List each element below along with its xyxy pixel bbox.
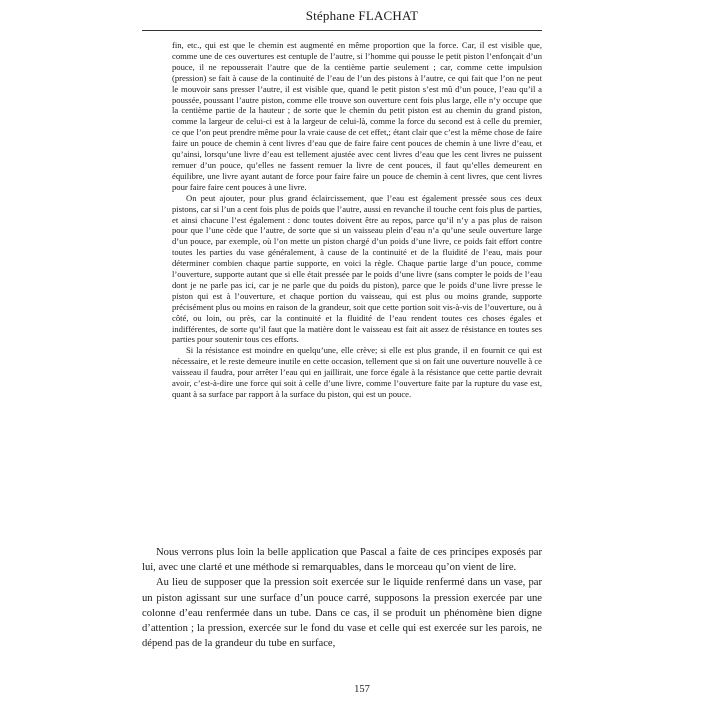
quote-paragraph: fin, etc., qui est que le chemin est augmenté en même proportion que la force. Car, il est visible que, comme une de ces ouvertures est centuple de l’autre, si l’homme qui pousse le petit piston l’enfonçait d’un pouce, il ne repousserait l’autre que de la centième partie seulement ; car, comme cette impulsion (pression) se fait à cause de la continuité de l’eau de l’un des pistons à l’autre, ce qui fait que l’on ne peut le mouvoir sans presser l’autre, il est visible que, quand le petit piston s’est mû d’un pouce, l’eau qu’il a poussée, poussant l’autre piston, comme elle trouve son ouverture cent fois plus large, elle n’y occupe que la centième partie de la hauteur ; de sorte que le chemin du petit piston est au chemin du grand piston, comme la largeur de celui-ci est à la largeur de celui-là, comme la force du second est à celle du premier, ce que l’on peut prendre même pour la vraie cause de cet effet,; étant clair que c’est la même chose de faire faire un pouce de chemin à cent livres d’eau que de faire faire cent pouces de chemin à une livre d’eau, et qu’ainsi, lorsqu’une livre d’eau est tellement ajustée avec cent livres d’eau que les cent livres ne puissent remuer d’un pouce, qu’elles ne fassent remuer la livre de cent pouces, il faut qu’elles demeurent en équilibre, une livre ayant autant de force pour faire faire un pouce de chemin à cent livres, que cent livres pour faire faire cent pouces à une livre. — [172, 40, 542, 192]
body-paragraph: Nous verrons plus loin la belle application que Pascal a faite de ces principes exposés par lui, avec une clarté et une méthode si remarquables, dans le morceau qu’on vient de lire. — [142, 547, 542, 574]
quote-paragraph: On peut ajouter, pour plus grand éclaircissement, que l’eau est également pressée sous ces deux pistons, car si l’un a cent fois plus de poids que l’autre, aussi en revanche il touche cent fois plus de parties, et ainsi chacune l’est également : donc toutes doivent être au repos, parce qu’il n’y a pas plus de raison pour que l’une cède que l’autre, de sorte que si un vaisseau plein d’eau n’a qu’une seule ouverture large d’un pouce, par exemple, où l’on mette un piston chargé d’un poids d’une livre, ce poids fait effort contre toutes les parties du vase généralement, à cause de la continuité et de la fluidité de l’eau, mais pour déterminer combien chaque partie supporte, en voici la règle. Chaque partie large d’un pouce, comme l’ouverture, supporte autant que si elle était pressée par le poids d’une livre (sans compter le poids de l’eau dont je ne parle pas ici, car je ne parle que du poids du piston), parce que le poids d’une livre presse le piston qui est à l’ouverture, et chaque portion du vaisseau, qui est plus ou moins grande, supporte précisément plus ou moins en raison de la grandeur, soit que cette portion soit vis-à-vis de l’ouverture, ou à côté, ou loin, ou près, car la continuité et la fluidité de l’eau rendent toutes ces choses égales et indifférentes, de sorte qu’il faut que la matière dont le vaisseau est fait ait assez de résistance en toutes ses parties pour soutenir tous ces efforts. — [172, 192, 542, 345]
body-paragraph: Au lieu de supposer que la pression soit exercée sur le liquide renfermé dans un vase, par un piston agissant sur une surface d’un pouce carré, supposons la pression exercée par une colonne d’eau renfermée dans un tube. Dans ce cas, il se produit un phénomène bien digne d’attention ; la pression, exercée sur le fond du vase et celle qui est exercée sur les parois, ne dépend pas de la grandeur du tube en surface, — [142, 577, 542, 650]
running-header: Stéphane FLACHAT — [305, 8, 419, 23]
quote-paragraph: Si la résistance est moindre en quelqu’une, elle crève; si elle est plus grande, il en fournit ce qui est nécessaire, et le reste demeure inutile en cette occasion, tellement que si on fait une ouverture nouvelle à ce vaisseau il faudra, pour arrêter l’eau qui en jaillirait, une force égale à la résistance que cette partie devrait avoir, c’est-à-dire une force qui soit à celle d’une livre, comme l’ouverture faite par la rupture du vase est, quant à sa surface par rapport à la surface du piston, qui est un pouce. — [172, 345, 542, 399]
body-text — [142, 545, 542, 651]
quoted-passage — [172, 40, 542, 400]
page-number: 157 — [354, 684, 370, 695]
header-rule — [142, 30, 542, 31]
